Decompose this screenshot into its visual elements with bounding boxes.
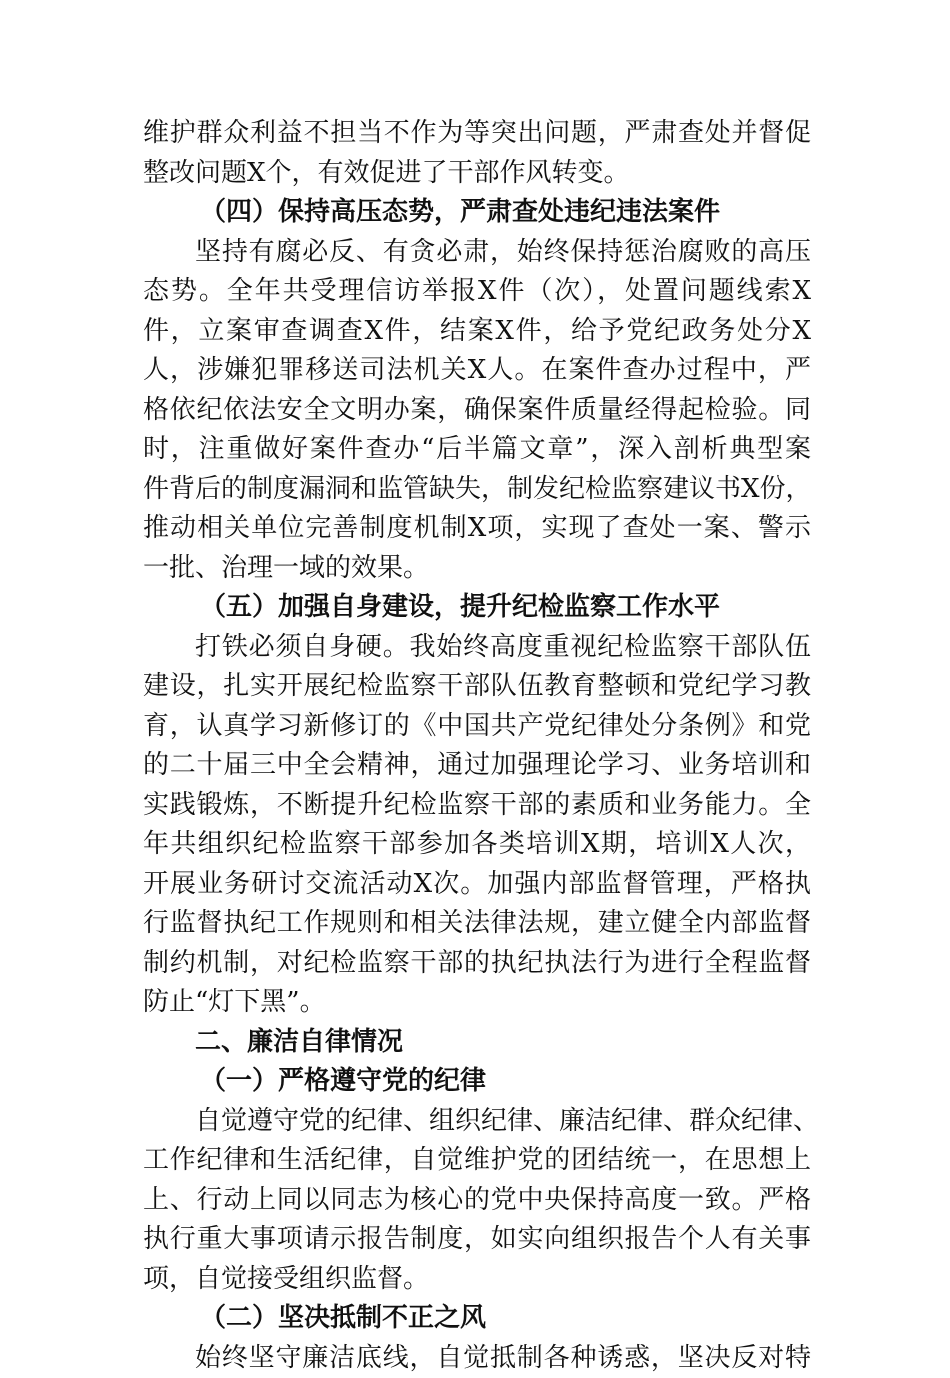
text-line: 上、行动上同以同志为核心的党中央保持高度一致。严格 bbox=[143, 1181, 811, 1221]
text-line: 育，认真学习新修订的《中国共产党纪律处分条例》和党 bbox=[143, 707, 811, 747]
sub-heading-2: （二）坚决抵制不正之风 bbox=[143, 1299, 811, 1339]
text-line: 项，自觉接受组织监督。 bbox=[143, 1260, 811, 1300]
text-line: 的二十届三中全会精神，通过加强理论学习、业务培训和 bbox=[143, 746, 811, 786]
text-line: 始终坚守廉洁底线，自觉抵制各种诱惑，坚决反对特 bbox=[143, 1339, 811, 1378]
text-line: 打铁必须自身硬。我始终高度重视纪检监察干部队伍 bbox=[143, 628, 811, 668]
text-line: 件背后的制度漏洞和监管缺失，制发纪检监察建议书X份， bbox=[143, 470, 811, 510]
document-body bbox=[143, 114, 811, 1378]
paragraph-sub-2 bbox=[143, 1339, 811, 1378]
text-line: 格依纪依法安全文明办案，确保案件质量经得起检验。同 bbox=[143, 391, 811, 431]
section-heading-4: （四）保持高压态势，严肃查处违纪违法案件 bbox=[143, 193, 811, 233]
text-line: 一批、治理一域的效果。 bbox=[143, 549, 811, 589]
text-line: 行监督执纪工作规则和相关法律法规，建立健全内部监督 bbox=[143, 904, 811, 944]
text-line: 年共组织纪检监察干部参加各类培训X期，培训X人次， bbox=[143, 825, 811, 865]
text-line: 执行重大事项请示报告制度，如实向组织报告个人有关事 bbox=[143, 1220, 811, 1260]
paragraph-continuation bbox=[143, 114, 811, 193]
text-line: 维护群众利益不担当不作为等突出问题，严肃查处并督促 bbox=[143, 114, 811, 154]
paragraph-section-4 bbox=[143, 233, 811, 589]
text-line: 推动相关单位完善制度机制X项，实现了查处一案、警示 bbox=[143, 509, 811, 549]
text-line: 整改问题X个，有效促进了干部作风转变。 bbox=[143, 154, 811, 194]
text-line: 时，注重做好案件查办“后半篇文章”，深入剖析典型案 bbox=[143, 430, 811, 470]
text-line: 态势。全年共受理信访举报X件（次），处置问题线索X bbox=[143, 272, 811, 312]
text-line: 防止“灯下黑”。 bbox=[143, 983, 811, 1023]
text-line: 开展业务研讨交流活动X次。加强内部监督管理，严格执 bbox=[143, 865, 811, 905]
text-line: 自觉遵守党的纪律、组织纪律、廉洁纪律、群众纪律、 bbox=[143, 1102, 811, 1142]
text-line: 建设，扎实开展纪检监察干部队伍教育整顿和党纪学习教 bbox=[143, 667, 811, 707]
sub-heading-1: （一）严格遵守党的纪律 bbox=[143, 1062, 811, 1102]
paragraph-sub-1 bbox=[143, 1102, 811, 1300]
text-line: 人，涉嫌犯罪移送司法机关X人。在案件查办过程中，严 bbox=[143, 351, 811, 391]
paragraph-section-5 bbox=[143, 628, 811, 1023]
text-line: 件，立案审查调查X件，结案X件，给予党纪政务处分X bbox=[143, 312, 811, 352]
part-heading-2: 二、廉洁自律情况 bbox=[143, 1023, 811, 1063]
text-line: 制约机制，对纪检监察干部的执纪执法行为进行全程监督 bbox=[143, 944, 811, 984]
section-heading-5: （五）加强自身建设，提升纪检监察工作水平 bbox=[143, 588, 811, 628]
text-line: 坚持有腐必反、有贪必肃，始终保持惩治腐败的高压 bbox=[143, 233, 811, 273]
text-line: 工作纪律和生活纪律，自觉维护党的团结统一，在思想上 bbox=[143, 1141, 811, 1181]
text-line: 实践锻炼，不断提升纪检监察干部的素质和业务能力。全 bbox=[143, 786, 811, 826]
